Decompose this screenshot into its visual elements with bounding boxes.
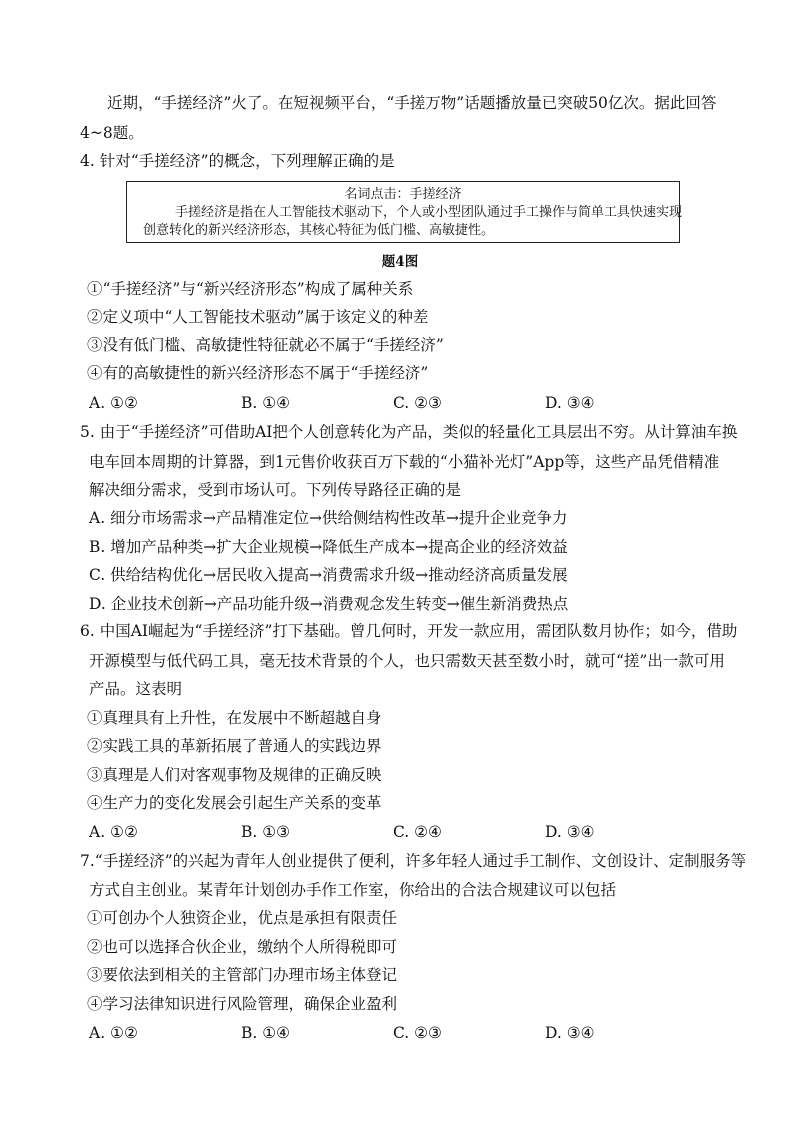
q4-box-title: 名词点击：手搓经济 bbox=[344, 187, 462, 202]
q4-box-line-1: 手搓经济是指在人工智能技术驱动下，个人或小型团队通过手工操作与简单工具快速实现 bbox=[175, 205, 683, 220]
q7-item-1: ①可创办个人独资企业，优点是承担有限责任 bbox=[87, 909, 398, 927]
q6-item-1: ①真理具有上升性，在发展中不断超越自身 bbox=[87, 709, 382, 727]
q4-option-c[interactable]: C. ②③ bbox=[393, 394, 442, 412]
q6-stem-2: 开源模型与低代码工具，毫无技术背景的个人，也只需数天甚至数小时，就可“搓”出一款可用 bbox=[89, 652, 725, 670]
q5-stem-1: 5. 由于“手搓经济”可借助AI把个人创意转化为产品，类似的轻量化工具层出不穷。从计算油车换 bbox=[80, 423, 738, 441]
q4-item-4: ④有的高敏捷性的新兴经济形态不属于“手搓经济” bbox=[87, 364, 429, 382]
q7-stem-1: 7.“手搓经济”的兴起为青年人创业提供了便利，许多年轻人通过手工制作、文创设计、定制服务等 bbox=[80, 852, 747, 870]
q5-option-d[interactable]: D. 企业技术创新→产品功能升级→消费观念发生转变→催生新消费热点 bbox=[89, 595, 569, 613]
q7-option-a[interactable]: A. ①② bbox=[89, 1024, 138, 1042]
q7-item-4: ④学习法律知识进行风险管理，确保企业盈利 bbox=[87, 995, 398, 1013]
q4-option-b[interactable]: B. ①④ bbox=[241, 394, 291, 412]
q7-option-b[interactable]: B. ①④ bbox=[241, 1024, 291, 1042]
q4-option-d[interactable]: D. ③④ bbox=[545, 394, 595, 412]
q7-stem-2: 方式自主创业。某青年计划创办手作工作室，你给出的合法合规建议可以包括 bbox=[89, 881, 617, 899]
q4-stem: 4. 针对“手搓经济”的概念，下列理解正确的是 bbox=[80, 152, 395, 170]
q4-definition-box bbox=[126, 181, 683, 243]
q5-stem-2: 电车回本周期的计算器，到1元售价收获百万下载的“小猫补光灯”App等，这些产品凭借精准 bbox=[89, 453, 720, 471]
q6-stem-1: 6. 中国AI崛起为“手搓经济”打下基础。曾几何时，开发一款应用，需团队数月协作；如今，借助 bbox=[80, 622, 738, 640]
q5-option-c[interactable]: C. 供给结构优化→居民收入提高→消费需求升级→推动经济高质量发展 bbox=[89, 566, 568, 584]
q6-option-c[interactable]: C. ②④ bbox=[393, 823, 442, 841]
q5-option-a[interactable]: A. 细分市场需求→产品精准定位→供给侧结构性改革→提升企业竞争力 bbox=[89, 509, 568, 527]
q6-item-2: ②实践工具的革新拓展了普通人的实践边界 bbox=[87, 737, 382, 755]
q6-option-b[interactable]: B. ①③ bbox=[241, 823, 291, 841]
q4-figure-caption: 题4图 bbox=[381, 254, 419, 270]
q5-stem-3: 解决细分需求，受到市场认可。下列传导路径正确的是 bbox=[89, 481, 462, 499]
q4-item-2: ②定义项中“人工智能技术驱动”属于该定义的种差 bbox=[87, 308, 429, 326]
q4-item-1: ①“手搓经济”与“新兴经济形态”构成了属种关系 bbox=[87, 280, 414, 298]
q7-option-c[interactable]: C. ②③ bbox=[393, 1024, 442, 1042]
q7-item-3: ③要依法到相关的主管部门办理市场主体登记 bbox=[87, 966, 398, 984]
q6-option-d[interactable]: D. ③④ bbox=[545, 823, 595, 841]
q4-option-a[interactable]: A. ①② bbox=[89, 394, 138, 412]
q7-option-d[interactable]: D. ③④ bbox=[545, 1024, 595, 1042]
q6-stem-3: 产品。这表明 bbox=[89, 680, 183, 698]
q7-item-2: ②也可以选择合伙企业，缴纳个人所得税即可 bbox=[87, 938, 398, 956]
intro-line-1: 近期，“手搓经济”火了。在短视频平台，“手搓万物”话题播放量已突破50亿次。据此回答 bbox=[107, 94, 717, 112]
q4-item-3: ③没有低门槛、高敏捷性特征就必不属于“手搓经济” bbox=[87, 336, 444, 354]
intro-line-2: 4~8题。 bbox=[80, 124, 144, 142]
q6-item-4: ④生产力的变化发展会引起生产关系的变革 bbox=[87, 794, 382, 812]
q6-option-a[interactable]: A. ①② bbox=[89, 823, 138, 841]
q4-box-line-2: 创意转化的新兴经济形态，其核心特征为低门槛、高敏捷性。 bbox=[143, 223, 495, 238]
q5-option-b[interactable]: B. 增加产品种类→扩大企业规模→降低生产成本→提高企业的经济效益 bbox=[89, 538, 568, 556]
q6-item-3: ③真理是人们对客观事物及规律的正确反映 bbox=[87, 766, 382, 784]
